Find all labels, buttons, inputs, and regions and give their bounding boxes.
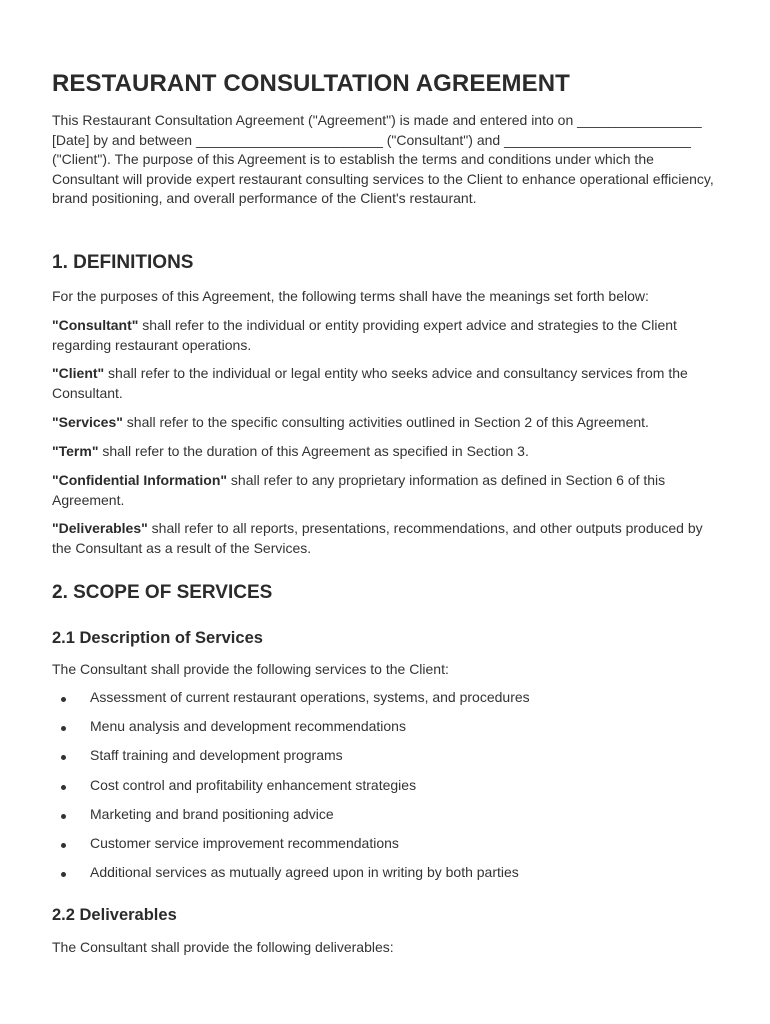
- services-lead: The Consultant shall provide the following services to the Client:: [52, 661, 449, 677]
- list-item: [52, 834, 718, 863]
- list-item-text: Customer service improvement recommendations: [90, 834, 399, 851]
- list-item-text: Cost control and profitability enhancement strategies: [90, 776, 417, 793]
- definition-text: shall refer to the specific consulting activities outlined in Section 2 of this Agreement.: [122, 414, 649, 430]
- section-2-heading: 2. SCOPE OF SERVICES: [52, 582, 273, 603]
- bullet-icon: [61, 814, 66, 819]
- definition-client: [52, 364, 718, 403]
- definition-term: "Term": [52, 443, 99, 459]
- definition-text: shall refer to the individual or entity providing expert advice and strategies to the Client regarding restaurant operations.: [52, 317, 677, 353]
- definition-term-item: [52, 442, 718, 462]
- definition-text: shall refer to the duration of this Agreement as specified in Section 3.: [98, 443, 529, 459]
- list-item: [52, 746, 718, 775]
- definition-term: "Consultant": [52, 317, 139, 333]
- list-item-text: Menu analysis and development recommendations: [90, 718, 406, 735]
- intro-paragraph: This Restaurant Consultation Agreement ("Agreement") is made and entered into on ________________ [Date] by and between ________________________ ("Consultant") and ________________________ ("Client"). The purpose of this Agreement is to establish the terms and conditions under which the Consultant will provide expert restaurant consulting services to the Client to enhance operational efficiency, brand positioning, and overall performance of the Client's restaurant.: [52, 112, 714, 207]
- definition-deliverables: [52, 519, 718, 558]
- list-item: [52, 863, 718, 892]
- list-item: [52, 805, 718, 834]
- bullet-icon: [61, 785, 66, 790]
- definition-text: shall refer to all reports, presentations, recommendations, and other outputs produced by the Consultant as a result of the Services.: [52, 520, 703, 556]
- section-2-2-heading: 2.2 Deliverables: [52, 906, 177, 924]
- bullet-icon: [61, 697, 66, 702]
- definition-confidential-information: [52, 471, 718, 510]
- definition-term: "Services": [52, 414, 123, 430]
- definition-term: "Deliverables": [52, 520, 148, 536]
- section-1-heading: 1. DEFINITIONS: [52, 252, 194, 273]
- definitions-lead: For the purposes of this Agreement, the following terms shall have the meanings set forth below:: [52, 288, 649, 304]
- list-item: [52, 688, 718, 717]
- list-item: [52, 776, 718, 805]
- services-list: [52, 688, 718, 892]
- bullet-icon: [61, 843, 66, 848]
- definition-consultant: [52, 316, 718, 355]
- list-item: [52, 717, 718, 746]
- list-item-text: Additional services as mutually agreed upon in writing by both parties: [90, 864, 519, 881]
- document-title: RESTAURANT CONSULTATION AGREEMENT: [52, 70, 570, 97]
- bullet-icon: [61, 755, 66, 760]
- bullet-icon: [61, 872, 66, 877]
- list-item-text: Assessment of current restaurant operations, systems, and procedures: [90, 689, 530, 705]
- section-2-1-heading: 2.1 Description of Services: [52, 629, 263, 647]
- definition-text: shall refer to the individual or legal entity who seeks advice and consultancy services from the Consultant.: [52, 365, 688, 401]
- definition-text: shall refer to any proprietary information as defined in Section 6 of this Agreement.: [52, 472, 666, 508]
- definition-term: "Client": [52, 365, 105, 381]
- deliverables-lead: The Consultant shall provide the following deliverables:: [52, 939, 394, 955]
- list-item-text: Marketing and brand positioning advice: [90, 805, 334, 822]
- bullet-icon: [61, 726, 66, 731]
- definition-term: "Confidential Information": [52, 472, 228, 488]
- definition-services: [52, 413, 718, 433]
- list-item-text: Staff training and development programs: [90, 747, 343, 764]
